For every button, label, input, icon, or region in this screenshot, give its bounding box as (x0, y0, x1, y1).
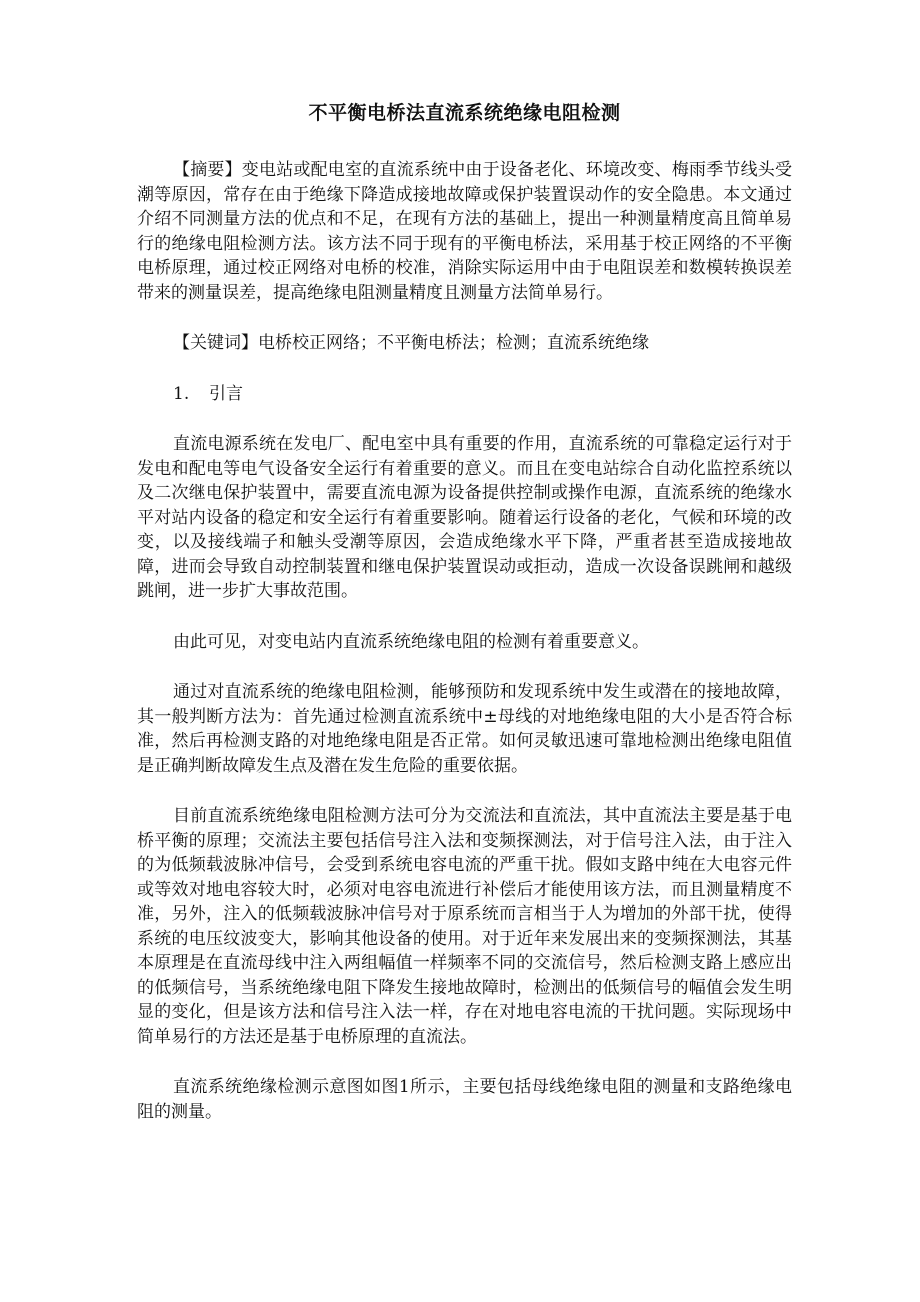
section-number: 1. (173, 383, 190, 404)
section-heading (137, 382, 792, 407)
section-title: 引言 (209, 383, 243, 404)
body-paragraph: 由此可见，对变电站内直流系统绝缘电阻的检测有着重要意义。 (173, 631, 649, 652)
abstract-paragraph: 【摘要】变电站或配电室的直流系统中由于设备老化、环境改变、梅雨季节线头受潮等原因，常存在由于绝缘下降造成接地故障或保护装置误动作的安全隐患。本文通过介绍不同测量方法的优点和不足，在现有方法的基础上，提出一种测量精度高且简单易行的绝缘电阻检测方法。该方法不同于现有的平衡电桥法，采用基于校正网络的不平衡电桥原理，通过校正网络对电桥的校准，消除实际运用中由于电阻误差和数模转换误差带来的测量误差，提高绝缘电阻测量精度且测量方法简单易行。 (137, 160, 792, 303)
body-paragraph: 直流电源系统在发电厂、配电室中具有重要的作用，直流系统的可靠稳定运行对于发电和配电等电气设备安全运行有着重要的意义。而且在变电站综合自动化监控系统以及二次继电保护装置中，需要直流电源为设备提供控制或操作电源，直流系统的绝缘水平对站内设备的稳定和安全运行有着重要影响。随着运行设备的老化，气候和环境的改变，以及接线端子和触头受潮等原因，会造成绝缘水平下降，严重者甚至造成接地故障，进而会导致自动控制装置和继电保护装置误动或拒动，造成一次设备误跳闸和越级跳闸，进一步扩大事故范围。 (137, 434, 792, 601)
keywords-paragraph: 【关键词】电桥校正网络；不平衡电桥法；检测；直流系统绝缘 (173, 333, 649, 353)
document-title: 不平衡电桥法直流系统绝缘电阻检测 (308, 102, 621, 124)
body-paragraph: 通过对直流系统的绝缘电阻检测，能够预防和发现系统中发生或潜在的接地故障，其一般判断方法为：首先通过检测直流系统中±母线的对地绝缘电阻的大小是否符合标准，然后再检测支路的对地绝缘电阻是否正常。如何灵敏迅速可靠地检测出绝缘电阻值是正确判断故障发生点及潜在发生危险的重要依据。 (137, 682, 792, 776)
body-paragraph: 目前直流系统绝缘电阻检测方法可分为交流法和直流法，其中直流法主要是基于电桥平衡的原理；交流法主要包括信号注入法和变频探测法，对于信号注入法，由于注入的为低频载波脉冲信号，会受到系统电容电流的严重干扰。假如支路中纯在大电容元件或等效对地电容较大时，必须对电容电流进行补偿后才能使用该方法，而且测量精度不准，另外，注入的低频载波脉冲信号对于原系统而言相当于人为增加的外部干扰，使得系统的电压纹波变大，影响其他设备的使用。对于近年来发展出来的变频探测法，其基本原理是在直流母线中注入两组幅值一样频率不同的交流信号，然后检测支路上感应出的低频信号，当系统绝缘电阻下降发生接地故障时，检测出的低频信号的幅值会发生明显的变化，但是该方法和信号注入法一样，存在对地电容电流的干扰问题。实际现场中简单易行的方法还是基于电桥原理的直流法。 (137, 806, 792, 1047)
body-paragraph: 直流系统绝缘检测示意图如图1所示，主要包括母线绝缘电阻的测量和支路绝缘电阻的测量。 (137, 1077, 792, 1122)
document-page (137, 100, 792, 1124)
